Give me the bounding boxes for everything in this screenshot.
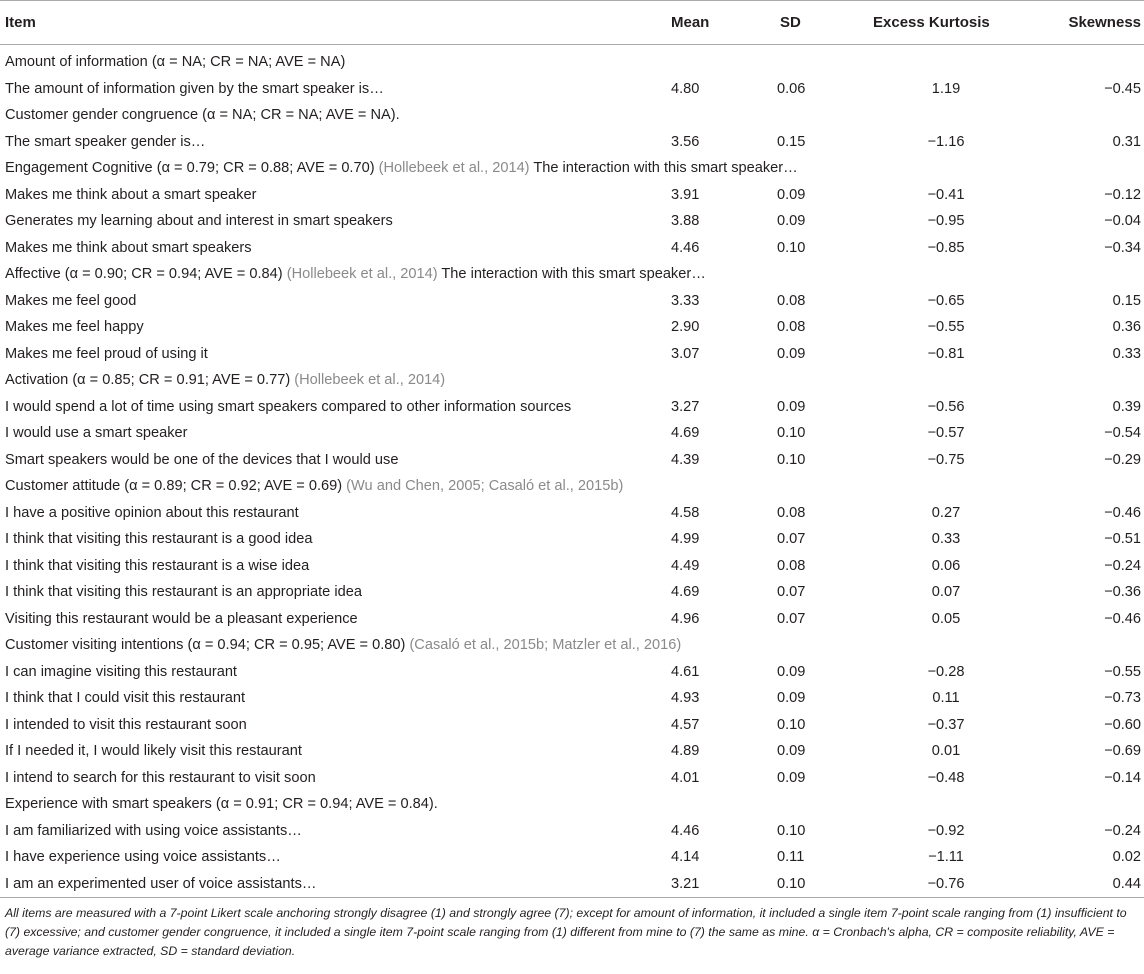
mean-cell: 4.61 [671, 663, 700, 680]
skewness-cell: −0.24 [1104, 822, 1141, 839]
section-reference: (Hollebeek et al., 2014) [378, 160, 530, 177]
section-reference: (Casaló et al., 2015b; Matzler et al., 2016) [409, 637, 682, 654]
table-row [0, 579, 1144, 606]
skewness-cell: −0.73 [1104, 690, 1141, 707]
section-title: Customer visiting intentions (α = 0.94; CR = 0.95; AVE = 0.80) [5, 637, 406, 654]
item-cell: I intend to search for this restaurant to visit soon [5, 769, 316, 786]
item-cell: Visiting this restaurant would be a pleasant experience [5, 610, 358, 627]
sd-cell: 0.09 [777, 743, 806, 760]
section-title: Experience with smart speakers (α = 0.91; CR = 0.94; AVE = 0.84). [5, 796, 438, 813]
section-reference: (Hollebeek et al., 2014) [294, 372, 446, 389]
item-cell: Makes me feel proud of using it [5, 345, 208, 362]
skewness-cell: −0.51 [1104, 531, 1141, 548]
table-row [0, 288, 1144, 315]
mean-cell: 3.91 [671, 186, 700, 203]
table-row [0, 871, 1144, 898]
section-heading [0, 367, 1144, 394]
table-row [0, 685, 1144, 712]
skewness-cell: 0.39 [1112, 398, 1141, 415]
section-row [0, 791, 1144, 818]
section-heading [0, 791, 1144, 818]
skewness-cell: 0.36 [1112, 319, 1141, 336]
item-cell: I have experience using voice assistants… [5, 849, 281, 866]
section-row [0, 367, 1144, 394]
sd-cell: 0.09 [777, 663, 806, 680]
section-row [0, 102, 1144, 129]
sd-cell: 0.09 [777, 398, 806, 415]
table-row [0, 76, 1144, 103]
item-cell: I think that visiting this restaurant is an appropriate idea [5, 584, 362, 601]
mean-cell: 3.27 [671, 398, 700, 415]
mean-cell: 4.57 [671, 716, 700, 733]
mean-cell: 2.90 [671, 319, 700, 336]
sd-cell: 0.07 [777, 610, 806, 627]
section-heading [0, 45, 1144, 76]
kurtosis-cell: −0.92 [927, 822, 965, 839]
sd-cell: 0.08 [777, 292, 806, 309]
kurtosis-cell: 0.06 [931, 557, 961, 574]
kurtosis-cell: −0.55 [927, 319, 965, 336]
item-cell: If I needed it, I would likely visit this restaurant [5, 743, 302, 760]
section-row [0, 45, 1144, 76]
mean-cell: 4.89 [671, 743, 700, 760]
table-row [0, 553, 1144, 580]
skewness-cell: −0.24 [1104, 557, 1141, 574]
item-cell: Makes me feel good [5, 292, 137, 309]
item-cell: Makes me think about a smart speaker [5, 186, 257, 203]
sd-cell: 0.10 [736, 871, 836, 898]
mean-cell: 4.96 [671, 610, 700, 627]
header-item: Item [0, 1, 640, 45]
mean-cell: 4.49 [671, 557, 700, 574]
kurtosis-cell: −0.37 [927, 716, 965, 733]
item-cell: Smart speakers would be one of the devices that I would use [5, 451, 399, 468]
skewness-cell: −0.29 [1104, 451, 1141, 468]
item-cell: I can imagine visiting this restaurant [5, 663, 237, 680]
table-row [0, 129, 1144, 156]
section-title: Customer attitude (α = 0.89; CR = 0.92; AVE = 0.69) [5, 478, 343, 495]
sd-cell: 0.10 [777, 425, 806, 442]
table-footnote: All items are measured with a 7-point Likert scale anchoring strongly disagree (1) and strongly agree (7); except for amount of information, it included a single item 7-point scale ranging from (1) insufficient to (7) excessive; and customer gender congruence, it included a single item 7-point scale ranging from (1) different from mine to (7) the same as mine. α = Cronbach's alpha, CR = composite reliability, AVE = average variance extracted, SD = standard deviation. [5, 906, 1127, 958]
table-row [0, 818, 1144, 845]
skewness-cell: −0.12 [1104, 186, 1141, 203]
item-cell: I have a positive opinion about this restaurant [5, 504, 299, 521]
kurtosis-cell: 0.11 [932, 690, 960, 707]
mean-cell: 4.46 [671, 822, 700, 839]
section-reference: (Wu and Chen, 2005; Casaló et al., 2015b) [346, 478, 624, 495]
table-row [0, 844, 1144, 871]
section-title: Amount of information (α = NA; CR = NA; AVE = NA) [5, 54, 346, 71]
item-cell: I think that visiting this restaurant is a good idea [5, 531, 313, 548]
skewness-cell: −0.34 [1104, 239, 1141, 256]
skewness-cell: −0.60 [1104, 716, 1141, 733]
kurtosis-cell: −0.48 [927, 769, 965, 786]
table-row [0, 341, 1144, 368]
kurtosis-cell: −0.95 [927, 213, 965, 230]
sd-cell: 0.15 [777, 133, 806, 150]
kurtosis-cell: 0.27 [931, 504, 961, 521]
item-cell: Makes me feel happy [5, 319, 144, 336]
kurtosis-cell: −0.85 [927, 239, 965, 256]
section-title: Activation (α = 0.85; CR = 0.91; AVE = 0.77) [5, 372, 291, 389]
table-row [0, 526, 1144, 553]
skewness-cell: −0.46 [1104, 504, 1141, 521]
section-row [0, 632, 1144, 659]
section-row [0, 261, 1144, 288]
section-prompt: The interaction with this smart speaker… [441, 266, 706, 283]
item-cell: I intended to visit this restaurant soon [5, 716, 247, 733]
table-row [0, 606, 1144, 633]
sd-cell: 0.08 [777, 557, 806, 574]
kurtosis-cell: −0.57 [927, 425, 965, 442]
mean-cell: 3.33 [671, 292, 700, 309]
sd-cell: 0.07 [777, 531, 806, 548]
item-cell: Makes me think about smart speakers [5, 239, 252, 256]
kurtosis-cell: −0.75 [927, 451, 965, 468]
kurtosis-cell: 0.07 [931, 584, 961, 601]
section-row [0, 155, 1144, 182]
item-cell: I am familiarized with using voice assistants… [5, 822, 302, 839]
mean-cell: 4.58 [671, 504, 700, 521]
mean-cell: 4.69 [671, 584, 700, 601]
item-cell: I think that visiting this restaurant is a wise idea [5, 557, 310, 574]
skewness-cell: −0.69 [1104, 743, 1141, 760]
kurtosis-cell: 0.05 [931, 610, 961, 627]
skewness-cell: −0.54 [1104, 425, 1141, 442]
kurtosis-cell: 0.33 [931, 531, 961, 548]
item-cell: I think that I could visit this restaurant [5, 690, 246, 707]
mean-cell: 4.46 [671, 239, 700, 256]
item-cell: The amount of information given by the smart speaker is… [5, 80, 384, 97]
kurtosis-cell: −1.16 [927, 133, 965, 150]
item-cell: Generates my learning about and interest in smart speakers [5, 213, 393, 230]
section-heading [0, 632, 1144, 659]
item-cell: I would use a smart speaker [5, 425, 188, 442]
kurtosis-cell: 1.19 [931, 80, 961, 97]
kurtosis-cell: −1.11 [928, 849, 964, 866]
sd-cell: 0.10 [777, 716, 806, 733]
sd-cell: 0.09 [777, 213, 806, 230]
table-row [0, 182, 1144, 209]
sd-cell: 0.10 [777, 451, 806, 468]
mean-cell: 4.93 [671, 690, 700, 707]
skewness-cell: −0.36 [1104, 584, 1141, 601]
mean-cell: 4.39 [671, 451, 700, 468]
mean-cell: 4.01 [671, 769, 700, 786]
kurtosis-cell: 0.01 [931, 743, 961, 760]
skewness-cell: −0.04 [1104, 213, 1141, 230]
mean-cell: 3.88 [671, 213, 700, 230]
mean-cell: 4.69 [671, 425, 700, 442]
skewness-cell: 0.44 [1016, 871, 1144, 898]
kurtosis-cell: −0.65 [927, 292, 965, 309]
section-heading [0, 473, 1144, 500]
sd-cell: 0.10 [777, 822, 806, 839]
header-mean: Mean [640, 1, 736, 45]
table-row [0, 738, 1144, 765]
sd-cell: 0.06 [777, 80, 806, 97]
sd-cell: 0.09 [777, 769, 806, 786]
kurtosis-cell: −0.76 [836, 871, 1016, 898]
table-header-row [0, 1, 1144, 45]
mean-cell: 4.14 [671, 849, 700, 866]
sd-cell: 0.11 [777, 849, 805, 866]
skewness-cell: −0.45 [1104, 80, 1141, 97]
table-row [0, 447, 1144, 474]
table-row [0, 420, 1144, 447]
section-row [0, 473, 1144, 500]
mean-cell: 4.80 [671, 80, 700, 97]
header-skewness: Skewness [1016, 1, 1144, 45]
skewness-cell: −0.14 [1104, 769, 1141, 786]
sd-cell: 0.08 [777, 319, 806, 336]
sd-cell: 0.10 [777, 239, 806, 256]
table-row [0, 712, 1144, 739]
section-heading [0, 155, 1144, 182]
sd-cell: 0.09 [777, 345, 806, 362]
skewness-cell: 0.15 [1112, 292, 1141, 309]
table-row [0, 314, 1144, 341]
skewness-cell: −0.55 [1104, 663, 1141, 680]
table-body [0, 45, 1144, 898]
item-cell: I would spend a lot of time using smart speakers compared to other information sources [5, 398, 572, 415]
item-cell: The smart speaker gender is… [5, 133, 206, 150]
skewness-cell: 0.33 [1112, 345, 1141, 362]
mean-cell: 3.21 [640, 871, 736, 898]
table-row [0, 235, 1144, 262]
section-prompt: The interaction with this smart speaker… [533, 160, 798, 177]
table-row [0, 394, 1144, 421]
skewness-cell: −0.46 [1104, 610, 1141, 627]
sd-cell: 0.08 [777, 504, 806, 521]
skewness-cell: 0.31 [1112, 133, 1141, 150]
item-cell: I am an experimented user of voice assistants… [0, 871, 640, 898]
header-excess-kurtosis: Excess Kurtosis [836, 1, 1016, 45]
skewness-cell: 0.02 [1112, 849, 1141, 866]
table-row [0, 500, 1144, 527]
table-row [0, 765, 1144, 792]
table-row [0, 208, 1144, 235]
table-row [0, 659, 1144, 686]
section-heading [0, 261, 1144, 288]
sd-cell: 0.09 [777, 690, 806, 707]
section-title: Customer gender congruence (α = NA; CR = NA; AVE = NA). [5, 107, 400, 124]
section-title: Engagement Cognitive (α = 0.79; CR = 0.88; AVE = 0.70) [5, 160, 375, 177]
sd-cell: 0.09 [777, 186, 806, 203]
kurtosis-cell: −0.28 [927, 663, 965, 680]
kurtosis-cell: −0.41 [927, 186, 965, 203]
mean-cell: 3.07 [671, 345, 700, 362]
sd-cell: 0.07 [777, 584, 806, 601]
kurtosis-cell: −0.56 [927, 398, 965, 415]
mean-cell: 4.99 [671, 531, 700, 548]
section-heading [0, 102, 1144, 129]
kurtosis-cell: −0.81 [927, 345, 965, 362]
mean-cell: 3.56 [671, 133, 700, 150]
section-title: Affective (α = 0.90; CR = 0.94; AVE = 0.84) [5, 266, 283, 283]
header-sd: SD [736, 1, 836, 45]
section-reference: (Hollebeek et al., 2014) [286, 266, 438, 283]
